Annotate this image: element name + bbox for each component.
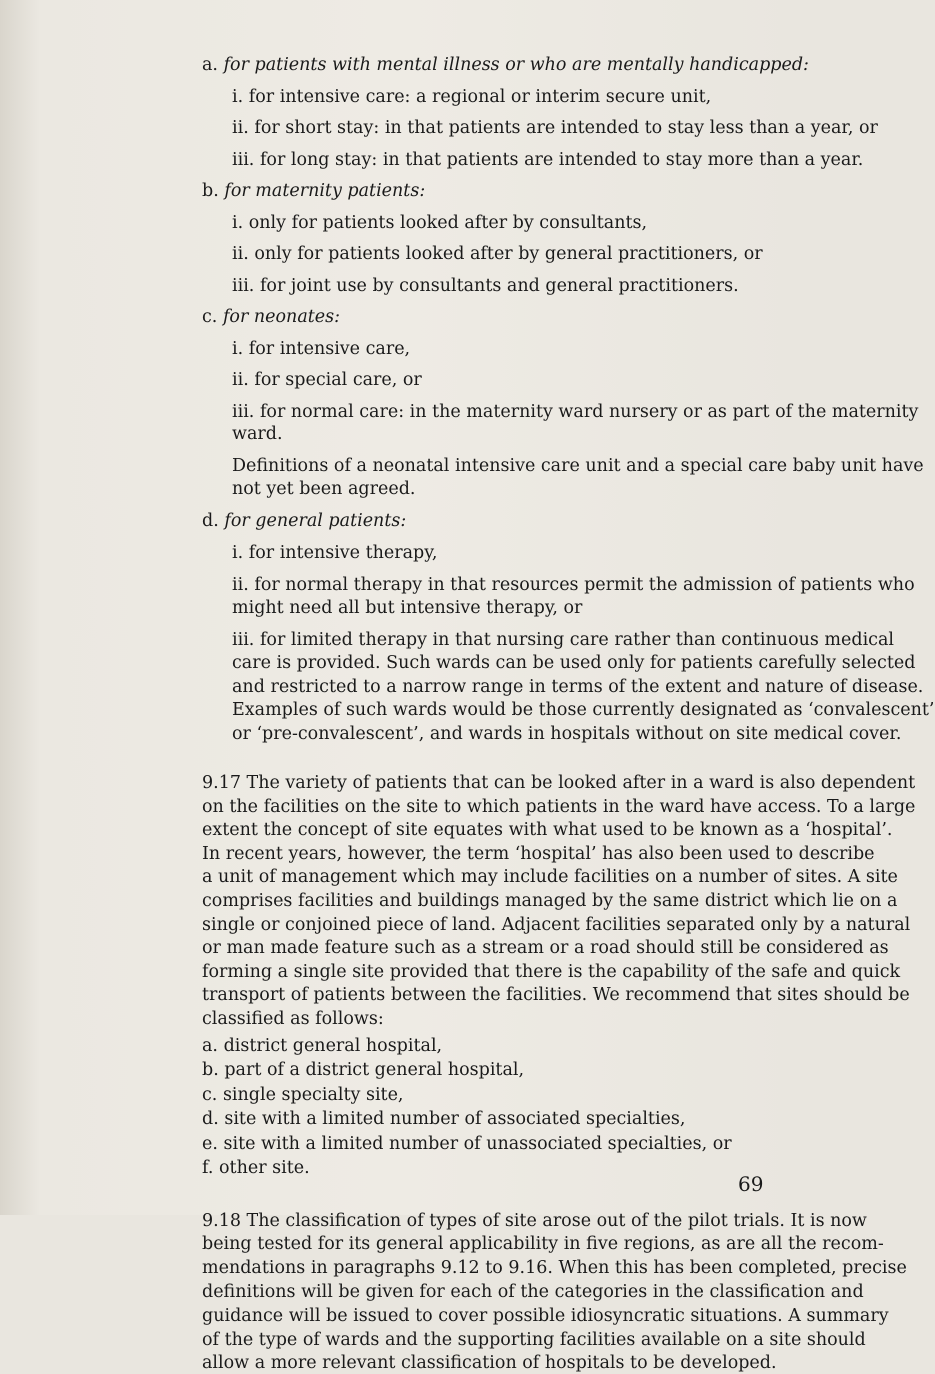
section-b-title: for maternity patients: — [224, 181, 426, 201]
paragraph-917-line: or man made feature such as a stream or a road should still be considered as — [202, 938, 889, 959]
paragraph-918-line: allow a more relevant classification of hospitals to be developed. — [202, 1353, 777, 1374]
list-item-continuation: or ‘pre-convalescent’, and wards in hospitals without on site medical cover. — [232, 723, 902, 744]
section-c-heading — [202, 306, 340, 328]
list-item: iii. for normal care: in the maternity ward nursery or as part of the maternity — [232, 401, 919, 422]
paragraph-918-line: guidance will be issued to cover possible idiosyncratic situations. A summary — [202, 1305, 889, 1326]
section-d-title: for general patients: — [224, 510, 407, 531]
section-b-heading — [202, 180, 425, 202]
paragraph-917-line: transport of patients between the facilities. We recommend that sites should be — [202, 985, 910, 1006]
list-item: i. for intensive care: a regional or interim secure unit, — [232, 86, 712, 107]
paragraph-917-line: extent the concept of site equates with what used to be known as a ‘hospital’. — [202, 820, 893, 841]
list-item-continuation: might need all but intensive therapy, or — [232, 597, 583, 618]
paragraph-917-line: a unit of management which may include facilities on a number of sites. A site — [202, 867, 898, 888]
paragraph-917-line: 9.17 The variety of patients that can be looked after in a ward is also dependent — [202, 773, 916, 793]
list-item: i. for intensive therapy, — [232, 542, 438, 563]
site-class-item: b. part of a district general hospital, — [202, 1060, 525, 1081]
section-c-note: not yet been agreed. — [232, 478, 416, 499]
paragraph-918-line: mendations in paragraphs 9.12 to 9.16. When this has been completed, precise — [202, 1258, 907, 1279]
paragraph-917-line: on the facilities on the site to which patients in the ward have access. To a large — [202, 796, 916, 817]
paragraph-917-line: comprises facilities and buildings managed by the same district which lie on a — [202, 891, 898, 911]
list-item: i. for intensive care, — [232, 338, 411, 359]
section-a-title: for patients with mental illness or who are mentally handicapped: — [223, 55, 809, 75]
section-b-marker: b. — [202, 181, 219, 201]
section-d-marker: d. — [202, 510, 219, 531]
section-c-marker: c. — [202, 307, 218, 327]
paragraph-917-line: single or conjoined piece of land. Adjacent facilities separated only by a natural — [202, 914, 911, 935]
paragraph-917-line: In recent years, however, the term ‘hospital’ has also been used to describe — [202, 843, 875, 864]
site-class-item: f. other site. — [202, 1158, 310, 1179]
paragraph-917-line: classified as follows: — [202, 1009, 384, 1029]
paragraph-917-line: forming a single site provided that there is the capability of the safe and quick — [202, 961, 901, 982]
list-item: ii. only for patients looked after by general practitioners, or — [232, 244, 763, 264]
list-item: ii. for normal therapy in that resources permit the admission of patients who — [232, 574, 915, 595]
list-item: iii. for limited therapy in that nursing care rather than continuous medical — [232, 629, 894, 650]
site-class-item: d. site with a limited number of associated specialties, — [202, 1109, 686, 1130]
paragraph-918-line: definitions will be given for each of the categories in the classification and — [202, 1282, 864, 1302]
paragraph-918-line: of the type of wards and the supporting facilities available on a site should — [202, 1329, 866, 1350]
list-item: ii. for short stay: in that patients are intended to stay less than a year, or — [232, 118, 878, 138]
section-c-title: for neonates: — [222, 307, 341, 327]
page-number: 69 — [738, 1172, 764, 1196]
list-item: i. only for patients looked after by consultants, — [232, 212, 648, 233]
site-class-item: e. site with a limited number of unassociated specialties, or — [202, 1133, 732, 1154]
list-item: iii. for long stay: in that patients are intended to stay more than a year. — [232, 149, 864, 170]
section-a-heading — [202, 54, 809, 76]
paragraph-918-line: being tested for its general applicability in five regions, as are all the recom- — [202, 1234, 884, 1255]
list-item-continuation: care is provided. Such wards can be used only for patients carefully selected — [232, 653, 916, 673]
section-a-marker: a. — [202, 55, 218, 75]
list-item: ii. for special care, or — [232, 370, 422, 390]
section-c-note: Definitions of a neonatal intensive care unit and a special care baby unit have — [232, 455, 924, 476]
section-d-heading — [202, 510, 406, 532]
list-item: iii. for joint use by consultants and general practitioners. — [232, 275, 739, 296]
list-item-continuation: ward. — [232, 423, 283, 444]
list-item-continuation: and restricted to a narrow range in terms of the extent and nature of disease. — [232, 676, 924, 697]
site-class-item: a. district general hospital, — [202, 1035, 443, 1056]
site-class-item: c. single specialty site, — [202, 1084, 404, 1105]
list-item-continuation: Examples of such wards would be those currently designated as ‘convalescent’ — [232, 700, 935, 720]
paragraph-918-line: 9.18 The classification of types of site arose out of the pilot trials. It is now — [202, 1210, 867, 1231]
